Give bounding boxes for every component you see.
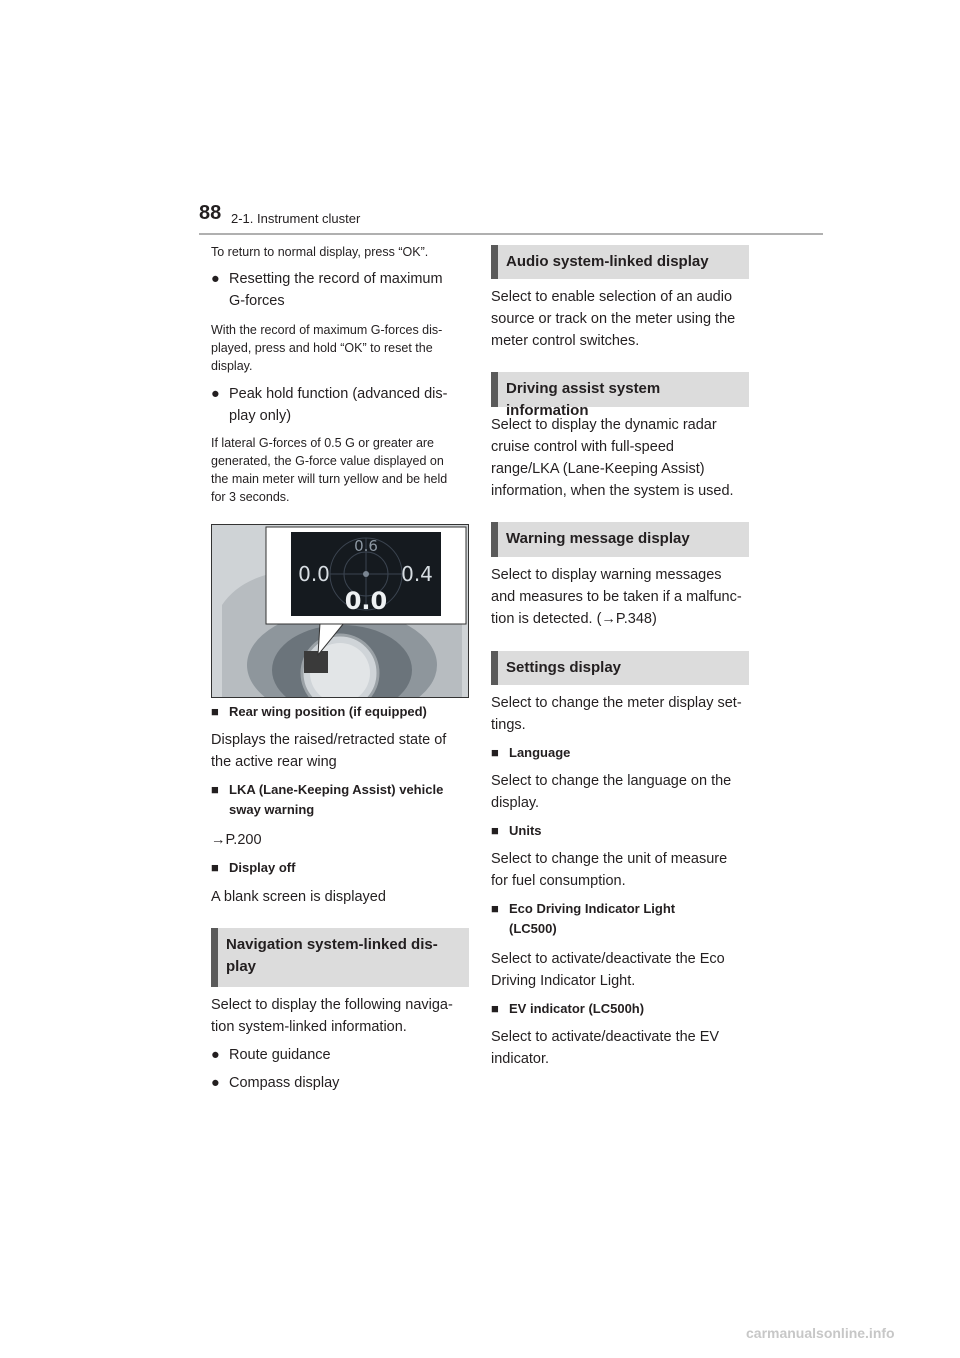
rear-wing-text [211, 729, 446, 773]
eco-text-line1: Select to activate/deactivate the Eco [491, 951, 725, 967]
display-off-title: Display off [229, 860, 296, 875]
assist-text-line3: range/LKA (Lane-Keeping Assist) [491, 461, 705, 477]
intro-note: To return to normal display, press “OK”. [211, 245, 429, 259]
assist-text-line2: cruise control with full-speed [491, 439, 674, 455]
language-heading [491, 743, 570, 763]
bullet-dot: ● [211, 1075, 220, 1091]
ev-text-line1: Select to activate/deactivate the EV [491, 1029, 720, 1045]
g-force-figure [211, 524, 469, 698]
g-top-value: 0.6 [354, 537, 378, 555]
g-right-value: 0.4 [401, 562, 433, 586]
units-text-line2: for fuel consumption. [491, 873, 626, 889]
units-title: Units [509, 823, 542, 838]
assist-text-line4: information, when the system is used. [491, 483, 734, 499]
reset-note-line3: display. [211, 359, 253, 373]
settings-text [491, 692, 742, 736]
square-mark: ■ [211, 782, 219, 797]
lka-title-line1: LKA (Lane-Keeping Assist) vehicle [229, 782, 444, 797]
settings-heading: Settings display [491, 651, 749, 685]
nav-heading [211, 928, 469, 987]
square-mark: ■ [491, 1001, 499, 1016]
page-number: 88 [199, 202, 222, 224]
bullet-reset-line1: Resetting the record of maximum [229, 271, 443, 287]
audio-text-line3: meter control switches. [491, 333, 640, 349]
display-off-text: A blank screen is displayed [211, 889, 386, 905]
nav-heading-line2: play [226, 958, 257, 975]
square-mark: ■ [491, 823, 499, 838]
g-bottom-value: 0.0 [344, 587, 388, 615]
bullet-peak-line1: Peak hold function (advanced dis- [229, 386, 448, 402]
reset-note [211, 321, 442, 375]
square-mark: ■ [491, 745, 499, 760]
settings-text-line2: tings. [491, 717, 526, 733]
ev-title: EV indicator (LC500h) [509, 1001, 645, 1016]
warning-text-line3-end: ) [651, 611, 657, 627]
peak-note [211, 434, 447, 506]
warning-text [491, 564, 742, 630]
ev-text-line2: indicator. [491, 1051, 550, 1067]
audio-text-line2: source or track on the meter using the [491, 311, 736, 327]
nav-heading-line1: Navigation system-linked dis- [226, 936, 438, 953]
bullet-dot: ● [211, 1047, 220, 1063]
nav-bullet-compass-label: Compass display [229, 1075, 340, 1091]
lka-ref-page[interactable]: P.200 [225, 832, 262, 848]
settings-text-line1: Select to change the meter display set- [491, 695, 742, 711]
lka-heading [211, 780, 443, 820]
warning-heading: Warning message display [491, 522, 749, 557]
rear-wing-title: Rear wing position (if equipped) [229, 704, 427, 719]
rear-wing-heading [211, 702, 427, 722]
lka-reference[interactable] [211, 829, 262, 851]
g-force-illustration [212, 525, 468, 697]
nav-text-line2: tion system-linked information. [211, 1019, 407, 1035]
header-rule [199, 233, 823, 235]
language-text [491, 770, 731, 814]
bullet-dot: ● [211, 386, 220, 402]
audio-text-line1: Select to enable selection of an audio [491, 289, 733, 305]
square-mark: ■ [491, 901, 499, 916]
peak-note-line4: for 3 seconds. [211, 490, 290, 504]
lka-title-line2: sway warning [229, 802, 315, 817]
language-text-line2: display. [491, 795, 540, 811]
arrow-icon: → [211, 832, 226, 848]
bullet-peak-line2: play only) [229, 408, 292, 424]
nav-text [211, 994, 453, 1038]
assist-text-line1: Select to display the dynamic radar [491, 417, 717, 433]
bullet-reset-line2: G-forces [229, 293, 285, 309]
arrow-icon: → [601, 611, 616, 627]
nav-bullet-compass [211, 1072, 339, 1094]
bullet-reset-max-g [211, 268, 443, 312]
eco-text [491, 948, 725, 992]
reset-note-line2: played, press and hold “OK” to reset the [211, 341, 433, 355]
peak-note-line1: If lateral G-forces of 0.5 G or greater are [211, 436, 435, 450]
eco-title-line1: Eco Driving Indicator Light [509, 901, 676, 916]
rear-wing-line1: Displays the raised/retracted state of [211, 732, 447, 748]
units-heading [491, 821, 542, 841]
eco-heading [491, 899, 675, 939]
warning-ref-page[interactable]: P.348 [615, 611, 652, 627]
ev-text [491, 1026, 719, 1070]
nav-text-line1: Select to display the following naviga- [211, 997, 453, 1013]
nav-bullet-route-label: Route guidance [229, 1047, 331, 1063]
language-text-line1: Select to change the language on the [491, 773, 732, 789]
reset-note-line1: With the record of maximum G-forces dis- [211, 323, 443, 337]
units-text [491, 848, 727, 892]
peak-note-line3: the main meter will turn yellow and be held [211, 472, 448, 486]
assist-heading: Driving assist system information [491, 372, 749, 407]
bullet-peak-hold [211, 383, 447, 427]
warning-text-line1: Select to display warning messages [491, 567, 722, 583]
warning-text-line3 [491, 608, 742, 630]
eco-text-line2: Driving Indicator Light. [491, 973, 636, 989]
display-off-heading [211, 858, 295, 878]
audio-heading: Audio system-linked display [491, 245, 749, 279]
chapter-title: 2-1. Instrument cluster [231, 211, 361, 226]
peak-note-line2: generated, the G-force value displayed on [211, 454, 444, 468]
units-text-line1: Select to change the unit of measure [491, 851, 728, 867]
audio-text [491, 286, 735, 352]
ev-heading [491, 999, 644, 1019]
square-mark: ■ [211, 860, 219, 875]
nav-bullet-route [211, 1044, 331, 1066]
warning-text-line2: and measures to be taken if a malfunc- [491, 589, 742, 605]
square-mark: ■ [211, 704, 219, 719]
assist-text [491, 414, 734, 502]
language-title: Language [509, 745, 571, 760]
bullet-dot: ● [211, 271, 220, 287]
g-left-value: 0.0 [298, 562, 330, 586]
eco-title-line2: (LC500) [509, 921, 557, 936]
warning-text-line3-start: tion is detected. ( [491, 611, 602, 627]
rear-wing-line2: the active rear wing [211, 754, 337, 770]
watermark: carmanualsonline.info [746, 1325, 895, 1341]
